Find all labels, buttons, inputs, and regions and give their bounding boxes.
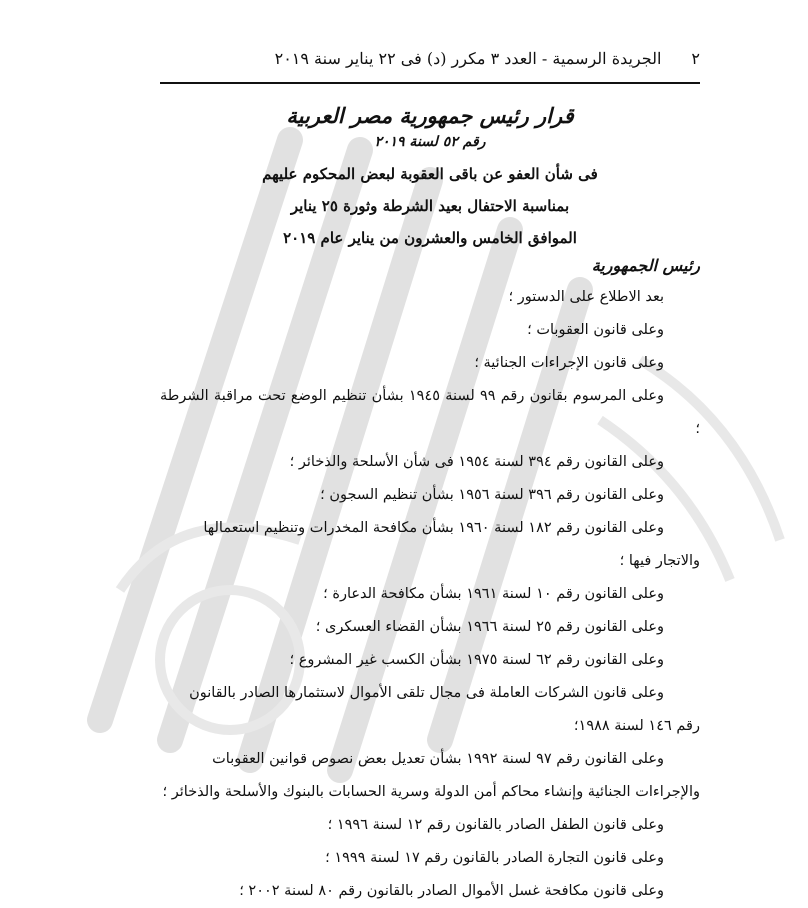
header-rule — [160, 82, 700, 84]
clause-line: وعلى قانون الإجراءات الجنائية ؛ — [474, 354, 664, 371]
clause-line: وعلى القانون رقم ٢٥ لسنة ١٩٦٦ بشأن القضاء العسكرى ؛ — [315, 618, 664, 635]
decree-title: قرار رئيس جمهورية مصر العربية — [286, 103, 574, 128]
clause-line: وعلى القانون رقم ٦٢ لسنة ١٩٧٥ بشأن الكسب غير المشروع ؛ — [289, 651, 664, 668]
clause-line: وعلى القانون رقم ٣٩٦ لسنة ١٩٥٦ بشأن تنظيم السجون ؛ — [320, 486, 664, 503]
clause-line: وعلى قانون التجارة الصادر بالقانون رقم ١٧ لسنة ١٩٩٩ ؛ — [325, 849, 664, 866]
clause-line: وعلى القانون رقم ٩٧ لسنة ١٩٩٢ بشأن تعديل بعض نصوص قوانين العقوبات — [212, 750, 664, 767]
gazette-page — [160, 40, 700, 908]
clause-line-continued: والإجراءات الجنائية وإنشاء محاكم أمن الدولة وسرية الحسابات بالبنوك والأسلحة والذخائر ؛ — [162, 783, 700, 800]
preamble-clauses — [160, 281, 700, 908]
running-header — [160, 40, 700, 76]
running-title: الجريدة الرسمية - العدد ٣ مكرر (د) فى ٢٢ يناير سنة ٢٠١٩ — [274, 48, 662, 68]
clause-line: وعلى القانون رقم ١٠ لسنة ١٩٦١ بشأن مكافحة الدعارة ؛ — [323, 585, 664, 602]
clause-line: بعد الاطلاع على الدستور ؛ — [508, 288, 664, 305]
clause-line: وعلى قانون العقوبات ؛ — [527, 321, 664, 338]
page-number: ٢ — [691, 48, 700, 68]
decree-number: رقم ٥٢ لسنة ٢٠١٩ — [374, 133, 486, 150]
subject-line: الموافق الخامس والعشرون من يناير عام ٢٠١٩ — [283, 228, 577, 247]
clause-line: وعلى قانون مكافحة غسل الأموال الصادر بالقانون رقم ٨٠ لسنة ٢٠٠٢ ؛ — [239, 882, 664, 899]
clause-line: وعلى القانون رقم ٣٩٤ لسنة ١٩٥٤ فى شأن الأسلحة والذخائر ؛ — [289, 453, 664, 470]
clause-line: وعلى قانون الطفل الصادر بالقانون رقم ١٢ لسنة ١٩٩٦ ؛ — [327, 816, 664, 833]
clause-line: وعلى المرسوم بقانون رقم ٩٩ لسنة ١٩٤٥ بشأن تنظيم الوضع تحت مراقبة الشرطة ؛ — [160, 387, 700, 437]
subject-line: بمناسبة الاحتفال بعيد الشرطة وثورة ٢٥ يناير — [290, 196, 570, 215]
clause-line: وعلى قانون الشركات العاملة فى مجال تلقى الأموال لاستثمارها الصادر بالقانون — [189, 684, 664, 701]
issuer-heading: رئيس الجمهورية — [591, 255, 700, 275]
clause-line-continued: رقم ١٤٦ لسنة ١٩٨٨؛ — [573, 717, 700, 734]
clause-line: وعلى القانون رقم ١٨٢ لسنة ١٩٦٠ بشأن مكافحة المخدرات وتنظيم استعمالها — [203, 519, 664, 536]
clause-line-continued: والاتجار فيها ؛ — [619, 552, 700, 569]
decree-subject — [160, 158, 700, 254]
subject-line: فى شأن العفو عن باقى العقوبة لبعض المحكوم عليهم — [262, 164, 598, 183]
